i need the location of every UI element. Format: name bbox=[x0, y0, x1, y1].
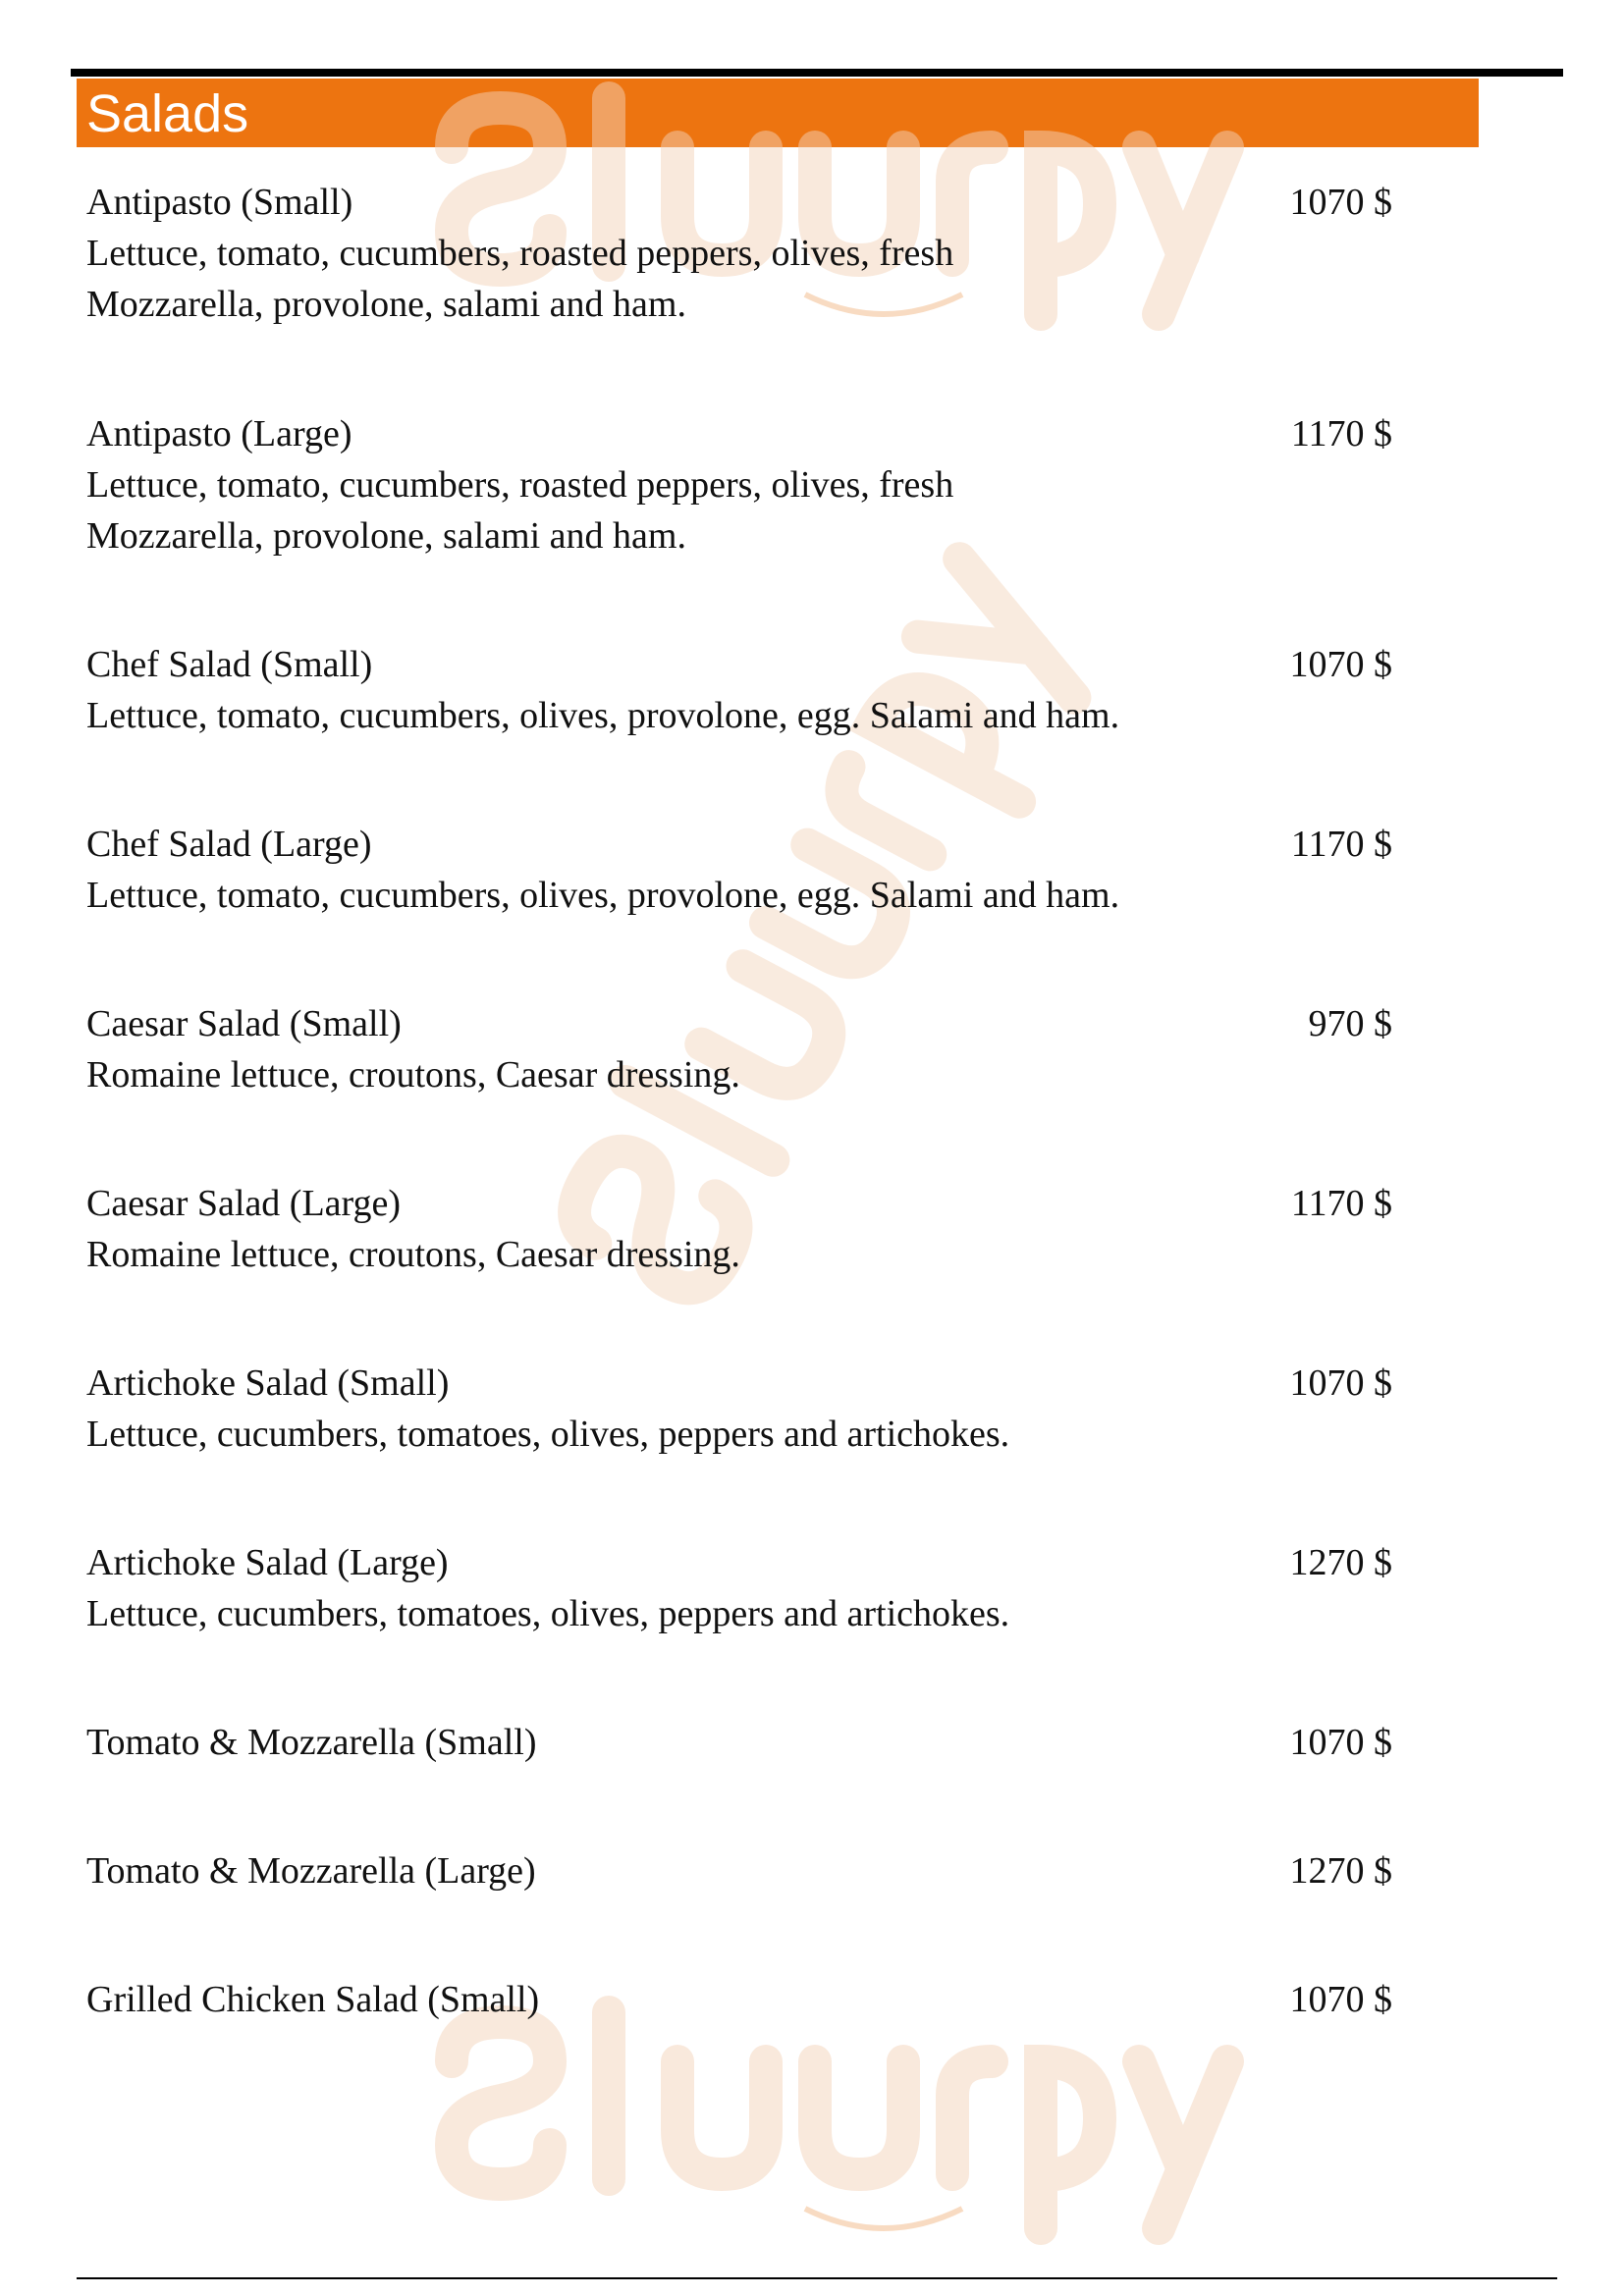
item-price: 1270 $ bbox=[1289, 1850, 1392, 1892]
item-price: 1070 $ bbox=[1289, 1362, 1392, 1404]
item-description: Lettuce, cucumbers, tomatoes, olives, peppers and artichokes. bbox=[86, 1593, 1010, 1634]
item-price: 1070 $ bbox=[1289, 182, 1392, 223]
item-description: Lettuce, tomato, cucumbers, roasted peppers, olives, fresh Mozzarella, provolone, salami and ham. bbox=[86, 464, 954, 557]
item-description: Romaine lettuce, croutons, Caesar dressing. bbox=[86, 1234, 740, 1275]
item-name: Antipasto (Large) bbox=[86, 413, 352, 454]
item-name: Chef Salad (Small) bbox=[86, 644, 373, 685]
item-price: 1270 $ bbox=[1289, 1542, 1392, 1583]
item-name: Grilled Chicken Salad (Small) bbox=[86, 1979, 540, 2020]
item-name: Caesar Salad (Large) bbox=[86, 1183, 402, 1224]
section-title: Salads bbox=[86, 84, 249, 143]
item-description: Lettuce, cucumbers, tomatoes, olives, peppers and artichokes. bbox=[86, 1414, 1010, 1455]
item-description: Lettuce, tomato, cucumbers, olives, provolone, egg. Salami and ham. bbox=[86, 875, 1120, 916]
item-name: Artichoke Salad (Small) bbox=[86, 1362, 450, 1404]
bottom-rule bbox=[77, 2277, 1557, 2279]
item-price: 1170 $ bbox=[1290, 413, 1392, 454]
item-description: Lettuce, tomato, cucumbers, roasted peppers, olives, fresh Mozzarella, provolone, salami and ham. bbox=[86, 233, 954, 325]
item-price: 1070 $ bbox=[1289, 1722, 1392, 1763]
item-name: Artichoke Salad (Large) bbox=[86, 1542, 449, 1583]
item-name: Antipasto (Small) bbox=[86, 182, 353, 223]
item-description: Lettuce, tomato, cucumbers, olives, provolone, egg. Salami and ham. bbox=[86, 695, 1120, 736]
item-price: 1170 $ bbox=[1290, 1183, 1392, 1224]
item-description: Romaine lettuce, croutons, Caesar dressing. bbox=[86, 1054, 740, 1095]
item-price: 1070 $ bbox=[1289, 1979, 1392, 2020]
item-name: Chef Salad (Large) bbox=[86, 824, 372, 865]
item-name: Caesar Salad (Small) bbox=[86, 1003, 402, 1044]
item-name: Tomato & Mozzarella (Large) bbox=[86, 1850, 536, 1892]
item-price: 1170 $ bbox=[1290, 824, 1392, 865]
item-price: 970 $ bbox=[1308, 1003, 1392, 1044]
item-name: Tomato & Mozzarella (Small) bbox=[86, 1722, 537, 1763]
item-price: 1070 $ bbox=[1289, 644, 1392, 685]
